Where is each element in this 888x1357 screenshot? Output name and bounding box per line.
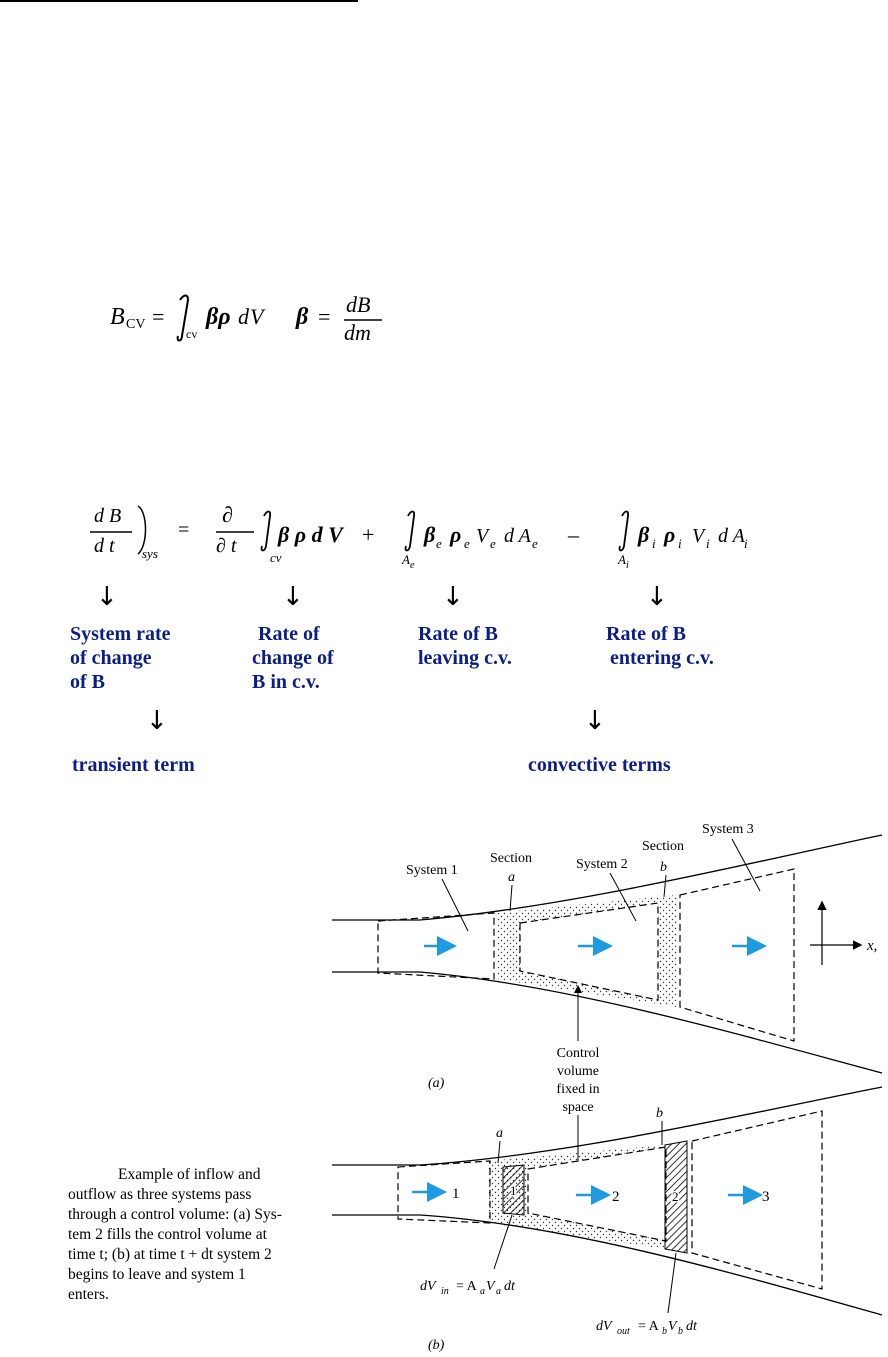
eq2-term2-sub-e4: e bbox=[532, 536, 538, 551]
axis-x-label: x, bbox=[867, 938, 878, 954]
num3: 3 bbox=[762, 1189, 770, 1205]
svg-text:V: V bbox=[668, 1319, 677, 1334]
control-volume-figure bbox=[320, 795, 888, 1357]
svg-text:a: a bbox=[480, 1286, 485, 1297]
eq2-term3-v: V bbox=[692, 525, 705, 547]
eq2-minus: – bbox=[568, 522, 579, 547]
label-rate-leaving: Rate of B leaving c.v. bbox=[418, 623, 512, 669]
label-rate-cv: Rate of change of B in c.v. bbox=[252, 623, 334, 693]
caption-line-6: begins to leave and system 1 bbox=[68, 1266, 246, 1283]
arrow-down-transient: ↓ bbox=[146, 706, 168, 736]
caption-line-5: time t; (b) at time t + dt system 2 bbox=[68, 1246, 272, 1263]
dv-in-label bbox=[420, 1279, 516, 1297]
eq2-partial-den: ∂ t bbox=[216, 535, 237, 557]
eq1-equals: = bbox=[152, 304, 165, 329]
eq2-term2-sub-e1: e bbox=[436, 536, 442, 551]
svg-text:b: b bbox=[678, 1326, 683, 1337]
eq2-equals: = bbox=[178, 519, 190, 541]
a-letter: a bbox=[496, 1126, 503, 1141]
system1-boundary-b bbox=[398, 1161, 490, 1223]
eq2-term3-rho: ρ bbox=[664, 522, 676, 547]
eq2-term2-v: V bbox=[476, 525, 489, 547]
arrow-down-convective: ↓ bbox=[584, 706, 606, 736]
label-transient: transient term bbox=[72, 754, 195, 776]
eq2-term2-da: d A bbox=[504, 525, 531, 547]
eq1-beta: β bbox=[296, 304, 309, 330]
eq1-differential: d bbox=[238, 304, 249, 329]
svg-text:Control: Control bbox=[556, 1046, 600, 1061]
arrow-down-system: ↓ bbox=[96, 582, 118, 612]
hatch1-label: 1 bbox=[510, 1183, 517, 1198]
num2: 2 bbox=[612, 1189, 620, 1205]
svg-text:i: i bbox=[626, 560, 629, 571]
svg-text:dV: dV bbox=[596, 1319, 612, 1334]
caption-line-2: outflow as three systems pass bbox=[68, 1186, 252, 1203]
system2-label: System 2 bbox=[576, 857, 628, 872]
eq1-frac-num: dB bbox=[346, 292, 371, 317]
eq2-term1-integrand: β ρ d V bbox=[278, 522, 343, 547]
eq1-integral-sub: cv bbox=[186, 327, 198, 341]
panel-a-label: (a) bbox=[428, 1076, 445, 1091]
eq2-lhs-den: d t bbox=[94, 535, 115, 557]
svg-text:e: e bbox=[410, 560, 415, 571]
eq2-term3-da: d A bbox=[718, 525, 745, 547]
svg-text:= A: = A bbox=[456, 1279, 477, 1294]
eq2-partial-num: ∂ bbox=[222, 502, 233, 527]
svg-text:dt: dt bbox=[504, 1279, 515, 1294]
control-volume-note bbox=[556, 1046, 599, 1115]
svg-text:a: a bbox=[496, 1286, 501, 1297]
eq1-equals2: = bbox=[318, 304, 331, 329]
label-rate-entering: Rate of B entering c.v. bbox=[606, 623, 714, 669]
dv-out-label bbox=[596, 1319, 698, 1337]
eq1-volume: V bbox=[250, 304, 264, 329]
svg-text:V: V bbox=[486, 1279, 495, 1294]
eq1-lhs: B bbox=[110, 304, 125, 330]
eq2-lhs-sub: sys bbox=[142, 546, 158, 561]
svg-text:fixed in: fixed in bbox=[556, 1082, 600, 1097]
eq2-term1-sub: cv bbox=[270, 550, 282, 565]
panel-b-label: (b) bbox=[428, 1338, 445, 1353]
svg-text:dV: dV bbox=[420, 1279, 436, 1294]
label-convective: convective terms bbox=[528, 754, 671, 776]
svg-text:b: b bbox=[662, 1326, 667, 1337]
system3-boundary-a bbox=[680, 869, 794, 1041]
system1-label: System 1 bbox=[406, 863, 458, 878]
figure-caption bbox=[68, 1165, 308, 1305]
system3-label: System 3 bbox=[702, 822, 754, 837]
equation-rtt bbox=[80, 500, 800, 580]
eq1-integrand: βρ bbox=[206, 304, 231, 330]
section-a-word: Section bbox=[490, 851, 532, 866]
hatch2-label: 2 bbox=[672, 1189, 679, 1204]
eq2-term2-beta: β bbox=[424, 522, 436, 547]
eq2-term2-sub: A bbox=[402, 552, 410, 567]
svg-text:= A: = A bbox=[638, 1319, 659, 1334]
eq2-term2-sub-e2: e bbox=[464, 536, 470, 551]
equation-bcv bbox=[110, 288, 450, 348]
caption-line-1: Example of inflow and bbox=[118, 1166, 261, 1183]
caption-line-7: enters. bbox=[68, 1286, 109, 1303]
eq2-term3-sub-i2: i bbox=[678, 536, 682, 551]
arrow-down-cv: ↓ bbox=[282, 582, 304, 612]
arrow-down-entering: ↓ bbox=[646, 582, 668, 612]
eq2-term3-sub-i3: i bbox=[706, 536, 710, 551]
svg-text:space: space bbox=[562, 1100, 594, 1115]
eq1-frac-den: dm bbox=[344, 320, 371, 345]
eq2-term3-sub: A bbox=[618, 552, 626, 567]
section-b-letter: b bbox=[660, 860, 667, 875]
eq2-term3-beta: β bbox=[638, 522, 650, 547]
b-letter: b bbox=[656, 1106, 663, 1121]
eq2-term2-sub-e3: e bbox=[490, 536, 496, 551]
label-system-rate: System rate of change of B bbox=[70, 623, 171, 693]
svg-text:out: out bbox=[617, 1326, 630, 1337]
eq2-lhs-num: d B bbox=[94, 505, 122, 527]
svg-text:in: in bbox=[441, 1286, 449, 1297]
panel-a bbox=[332, 822, 882, 1091]
eq2-term2-rho: ρ bbox=[450, 522, 462, 547]
panel-b bbox=[332, 1087, 882, 1353]
top-rule bbox=[0, 0, 358, 2]
eq2-term3-sub-i4: i bbox=[744, 536, 748, 551]
eq2-plus: + bbox=[362, 522, 375, 547]
svg-text:volume: volume bbox=[557, 1064, 599, 1079]
arrow-down-leaving: ↓ bbox=[442, 582, 464, 612]
num1: 1 bbox=[452, 1186, 460, 1202]
eq2-term3-sub-i1: i bbox=[652, 536, 656, 551]
eq1-lhs-sub: CV bbox=[126, 317, 146, 332]
caption-line-3: through a control volume: (a) Sys- bbox=[68, 1206, 282, 1223]
svg-text:dt: dt bbox=[686, 1319, 697, 1334]
caption-line-4: tem 2 fills the control volume at bbox=[68, 1226, 267, 1243]
system3-boundary-b bbox=[692, 1111, 822, 1289]
section-a-letter: a bbox=[508, 870, 515, 885]
section-b-word: Section bbox=[642, 839, 684, 854]
